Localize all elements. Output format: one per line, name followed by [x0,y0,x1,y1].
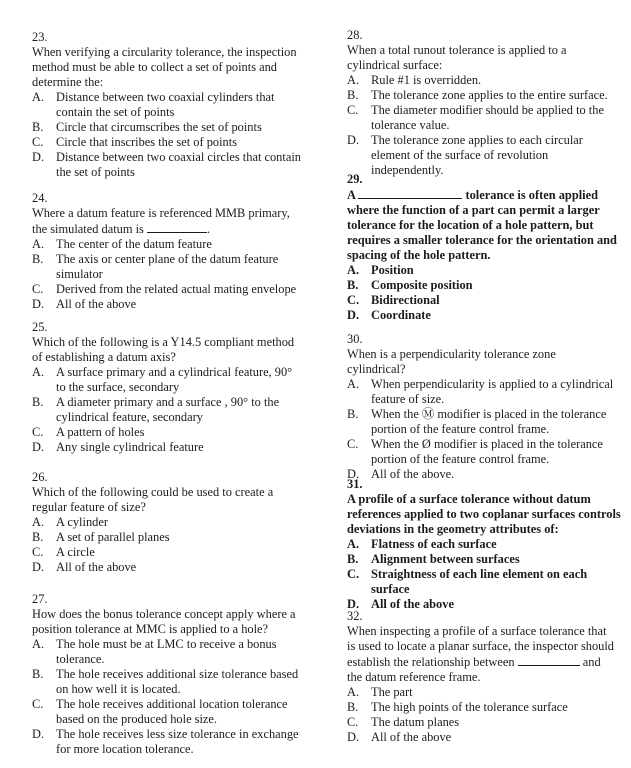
question-number: 28. [347,28,363,42]
option-letter: C. [32,425,44,439]
option-letter: D. [347,308,360,322]
option-d[interactable] [32,297,304,312]
option-b[interactable] [32,395,304,425]
option-text: The datum planes [371,715,460,729]
option-text: A circle [56,545,95,559]
option-text: A surface primary and a cylindrical feature, 90° to the surface, secondary [56,365,293,394]
option-letter: A. [347,685,360,699]
option-c[interactable] [32,282,304,297]
option-letter: B. [347,278,359,292]
question-number: 27. [32,592,48,606]
option-a[interactable] [32,515,304,530]
option-letter: B. [32,395,44,409]
option-c[interactable] [32,545,304,560]
option-a[interactable] [32,637,304,667]
question-number: 26. [32,470,48,484]
question-29 [347,172,625,323]
option-text: When the Ø modifier is placed in the tolerance portion of the feature control frame. [371,437,603,466]
question-27 [32,592,304,757]
question-26 [32,470,304,575]
option-text: The hole must be at LMC to receive a bonus tolerance. [56,637,277,666]
option-text: Straightness of each line element on each surface [371,567,588,596]
question-stem [32,206,304,237]
question-stem: How does the bonus tolerance concept apply where a position tolerance at MMC is applied to a hole? [32,607,296,636]
question-stem: When verifying a circularity tolerance, the inspection method must be able to collect a set of points and determine the: [32,45,297,89]
option-c[interactable] [347,103,617,133]
question-stem: When a total runout tolerance is applied to a cylindrical surface: [347,43,567,72]
stem-text-after: . [206,222,211,236]
stem-text-before: When inspecting a profile of a surface tolerance that is used to locate a planar surface, the inspector should establish the relationship between [347,624,614,669]
answer-blank [147,221,207,233]
option-text: Alignment between surfaces [371,552,520,566]
option-text: The hole receives additional size tolerance based on how well it is located. [56,667,299,696]
option-b[interactable] [347,88,617,103]
option-letter: B. [347,552,359,566]
question-stem: Which of the following is a Y14.5 compliant method of establishing a datum axis? [32,335,295,364]
stem-text-after: tolerance is often applied where the function of a part can permit a larger tolerance for the location of a hole pattern, but requires a smaller tolerance for the orientation and spacing of the hole pattern. [347,188,617,262]
option-letter: D. [347,730,360,744]
question-30 [347,332,617,482]
option-letter: D. [32,440,45,454]
option-letter: D. [32,150,45,164]
option-text: Distance between two coaxial circles that contain the set of points [56,150,301,179]
option-c[interactable] [32,425,304,440]
option-letter: B. [347,88,359,102]
option-letter: D. [32,727,45,741]
option-letter: C. [347,103,359,117]
option-a[interactable] [347,263,625,278]
stem-text-before: A [347,188,356,202]
question-stem: Which of the following could be used to create a regular feature of size? [32,485,274,514]
stem-text-before: Where a datum feature is referenced MMB primary, the simulated datum is [32,206,290,236]
option-text: A pattern of holes [56,425,145,439]
option-text: The center of the datum feature [56,237,212,251]
option-text: All of the above [371,730,452,744]
option-text: A cylinder [56,515,108,529]
answer-blank [358,187,462,199]
option-d[interactable] [32,727,304,757]
option-letter: D. [32,297,45,311]
option-b[interactable] [32,667,304,697]
option-b[interactable] [32,252,304,282]
option-letter: B. [347,700,359,714]
option-text: Circle that inscribes the set of points [56,135,238,149]
option-letter: B. [32,252,44,266]
option-text: The part [371,685,413,699]
option-d[interactable] [32,150,304,180]
option-letter: A. [32,515,45,529]
option-letter: A. [347,537,360,551]
option-text: When perpendicularity is applied to a cylindrical feature of size. [371,377,614,406]
option-text: The hole receives less size tolerance in exchange for more location tolerance. [56,727,299,756]
option-text: All of the above [56,297,137,311]
option-c[interactable] [347,437,617,467]
question-23 [32,30,304,180]
question-number: 31. [347,477,363,491]
option-text: The tolerance zone applies to the entire surface. [371,88,608,102]
option-b[interactable] [347,552,623,567]
stem-text-after: and the datum reference frame. [347,655,601,684]
option-text: Flatness of each surface [371,537,497,551]
option-text: The axis or center plane of the datum feature simulator [56,252,279,281]
option-letter: A. [32,90,45,104]
question-stem [347,187,625,263]
option-text: The high points of the tolerance surface [371,700,568,714]
option-letter: B. [32,530,44,544]
question-number: 25. [32,320,48,334]
option-letter: A. [347,73,360,87]
option-letter: D. [347,467,360,481]
option-a[interactable] [347,685,617,700]
option-letter: D. [347,597,360,611]
option-text: A diameter primary and a surface , 90° to the cylindrical feature, secondary [56,395,280,424]
option-text: All of the above. [371,467,455,481]
question-25 [32,320,304,455]
option-letter: C. [347,437,359,451]
option-d[interactable] [347,730,617,745]
question-number: 32. [347,609,363,623]
option-text: Any single cylindrical feature [56,440,204,454]
option-letter: D. [32,560,45,574]
option-letter: B. [347,407,359,421]
option-a[interactable] [32,90,304,120]
question-24 [32,191,304,312]
option-b[interactable] [347,407,617,437]
option-text: Coordinate [371,308,431,322]
option-a[interactable] [32,365,304,395]
option-letter: A. [32,637,45,651]
option-letter: B. [32,120,44,134]
question-stem: When is a perpendicularity tolerance zone cylindrical? [347,347,556,376]
option-d[interactable] [347,308,625,323]
option-letter: D. [347,133,360,147]
option-text: The diameter modifier should be applied to the tolerance value. [371,103,604,132]
option-d[interactable] [32,440,304,455]
option-letter: A. [32,365,45,379]
question-stem: A profile of a surface tolerance without datum references applied to two coplanar surfaces controls deviations in the geometry attributes of: [347,492,621,536]
option-b[interactable] [347,700,617,715]
option-letter: C. [347,567,360,581]
question-31 [347,477,623,612]
question-number: 29. [347,172,363,186]
option-letter: C. [347,715,359,729]
option-a[interactable] [347,377,617,407]
option-d[interactable] [32,560,304,575]
question-stem [347,624,617,685]
option-c[interactable] [32,135,304,150]
option-text: A set of parallel planes [56,530,170,544]
option-text: Position [371,263,414,277]
option-letter: A. [347,377,360,391]
option-c[interactable] [347,567,623,597]
option-letter: C. [347,293,360,307]
option-text: Circle that circumscribes the set of points [56,120,262,134]
option-letter: A. [347,263,360,277]
option-text: Bidirectional [371,293,440,307]
option-letter: A. [32,237,45,251]
option-letter: C. [32,282,44,296]
option-a[interactable] [347,537,623,552]
option-text: When the Ⓜ modifier is placed in the tolerance portion of the feature control frame. [371,407,607,436]
option-c[interactable] [347,293,625,308]
question-number: 23. [32,30,48,44]
option-c[interactable] [32,697,304,727]
option-text: The hole receives additional location tolerance based on the produced hole size. [56,697,288,726]
option-text: All of the above [371,597,454,611]
question-32 [347,609,617,745]
question-number: 30. [347,332,363,346]
question-number: 24. [32,191,48,205]
option-text: Distance between two coaxial cylinders that contain the set of points [56,90,275,119]
option-b[interactable] [32,530,304,545]
option-c[interactable] [347,715,617,730]
option-a[interactable] [32,237,304,252]
option-text: Rule #1 is overridden. [371,73,482,87]
option-letter: B. [32,667,44,681]
option-letter: C. [32,697,44,711]
option-letter: C. [32,135,44,149]
option-text: All of the above [56,560,137,574]
answer-blank [518,654,580,666]
option-b[interactable] [32,120,304,135]
option-b[interactable] [347,278,625,293]
option-text: The tolerance zone applies to each circular element of the surface of revolution independently. [371,133,583,177]
option-text: Composite position [371,278,473,292]
question-28 [347,28,617,178]
option-text: Derived from the related actual mating envelope [56,282,297,296]
option-a[interactable] [347,73,617,88]
option-letter: C. [32,545,44,559]
